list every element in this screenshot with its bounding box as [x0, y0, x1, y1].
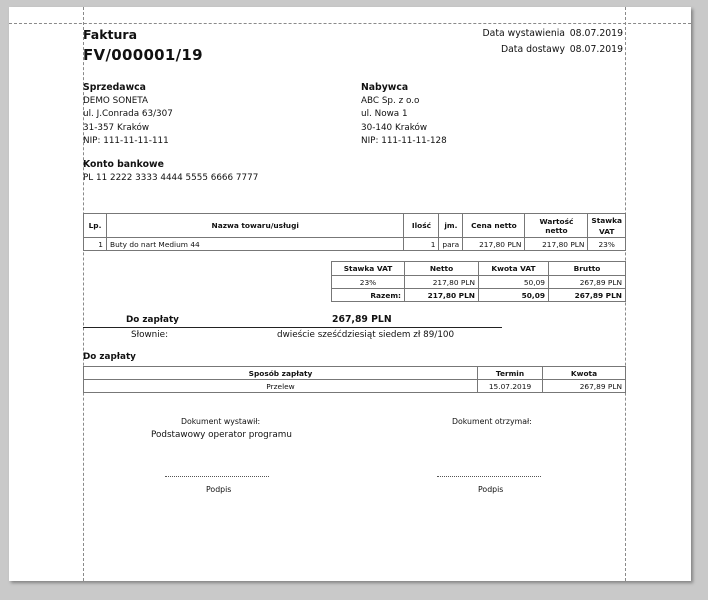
col-vat-rate: Stawka VAT	[588, 214, 626, 238]
issue-date-label: Data wystawienia	[482, 28, 565, 39]
to-pay-rule	[83, 327, 502, 328]
buyer-street: ul. Nowa 1	[361, 109, 408, 120]
vat-col-rate: Stawka VAT	[332, 262, 405, 276]
pay-col-method: Sposób zapłaty	[84, 367, 478, 380]
payments-table	[83, 366, 626, 393]
buyer-nip: NIP: 111-11-11-128	[361, 135, 447, 146]
vat-col-amount: Kwota VAT	[479, 262, 549, 276]
invoice-page	[9, 7, 691, 581]
in-words-label: Słownie:	[131, 330, 169, 340]
issued-by-name: Podstawowy operator programu	[151, 430, 292, 440]
seller-street: ul. J.Conrada 63/307	[83, 109, 173, 120]
vat-amount: 50,09	[479, 276, 549, 289]
payments-heading: Do zapłaty	[83, 352, 136, 362]
delivery-date-value: 08.07.2019	[569, 44, 623, 55]
payments-header-row	[84, 367, 626, 380]
vat-total-label: Razem:	[332, 289, 405, 302]
signature-caption-right: Podpis	[478, 485, 504, 494]
top-margin-guide	[9, 23, 691, 24]
pay-col-amount: Kwota	[543, 367, 626, 380]
col-net-value: Wartość netto	[525, 214, 588, 238]
col-lp: Lp.	[84, 214, 107, 238]
seller-nip: NIP: 111-11-11-111	[83, 135, 169, 146]
vat-total-gross: 267,89 PLN	[549, 289, 626, 302]
received-by-label: Dokument otrzymał:	[452, 417, 532, 426]
document-title: Faktura	[83, 27, 138, 42]
col-name: Nazwa towaru/usługi	[107, 214, 404, 238]
buyer-block	[361, 95, 447, 148]
pay-method: Przelew	[84, 380, 478, 393]
pay-amount: 267,89 PLN	[543, 380, 626, 393]
pay-col-term: Termin	[478, 367, 543, 380]
pay-term: 15.07.2019	[478, 380, 543, 393]
items-header-row	[84, 214, 626, 238]
item-net-price: 217,80 PLN	[463, 238, 525, 251]
vat-col-net: Netto	[405, 262, 479, 276]
vat-header-row	[332, 262, 626, 276]
bank-account: PL 11 2222 3333 4444 5555 6666 7777	[83, 173, 259, 183]
col-unit: jm.	[439, 214, 463, 238]
col-qty: Ilość	[404, 214, 439, 238]
vat-net: 217,80 PLN	[405, 276, 479, 289]
items-table	[83, 213, 626, 251]
item-lp: 1	[84, 238, 107, 251]
vat-gross: 267,89 PLN	[549, 276, 626, 289]
to-pay-label: Do zapłaty	[126, 315, 179, 325]
table-row	[84, 238, 626, 251]
table-row	[332, 276, 626, 289]
vat-rate: 23%	[332, 276, 405, 289]
item-name: Buty do nart Medium 44	[107, 238, 404, 251]
delivery-date-label: Data dostawy	[500, 44, 565, 55]
issued-by-label: Dokument wystawił:	[181, 417, 261, 426]
invoice-number: FV/000001/19	[83, 46, 203, 64]
vat-total-amount: 50,09	[479, 289, 549, 302]
signature-caption-left: Podpis	[206, 485, 232, 494]
signature-line-right	[437, 476, 541, 477]
vat-col-gross: Brutto	[549, 262, 626, 276]
seller-city: 31-357 Kraków	[83, 122, 150, 133]
signature-line-left	[165, 476, 269, 477]
in-words-value: dwieście sześćdziesiąt siedem zł 89/100	[277, 330, 455, 340]
vat-summary-table	[331, 261, 626, 302]
seller-name: DEMO SONETA	[83, 96, 148, 106]
item-qty: 1	[404, 238, 439, 251]
item-unit: para	[439, 238, 463, 251]
to-pay-amount: 267,89 PLN	[332, 314, 392, 325]
buyer-city: 30-140 Kraków	[361, 122, 428, 133]
buyer-name: ABC Sp. z o.o	[361, 96, 420, 106]
issue-date-value: 08.07.2019	[569, 28, 623, 39]
seller-heading: Sprzedawca	[83, 82, 146, 93]
left-margin-guide	[83, 7, 84, 581]
bank-heading: Konto bankowe	[83, 159, 164, 170]
seller-block	[83, 95, 173, 148]
vat-total-net: 217,80 PLN	[405, 289, 479, 302]
item-vat-rate: 23%	[588, 238, 626, 251]
buyer-heading: Nabywca	[361, 82, 409, 93]
table-row	[84, 380, 626, 393]
item-net-value: 217,80 PLN	[525, 238, 588, 251]
col-net-price: Cena netto	[463, 214, 525, 238]
vat-total-row	[332, 289, 626, 302]
